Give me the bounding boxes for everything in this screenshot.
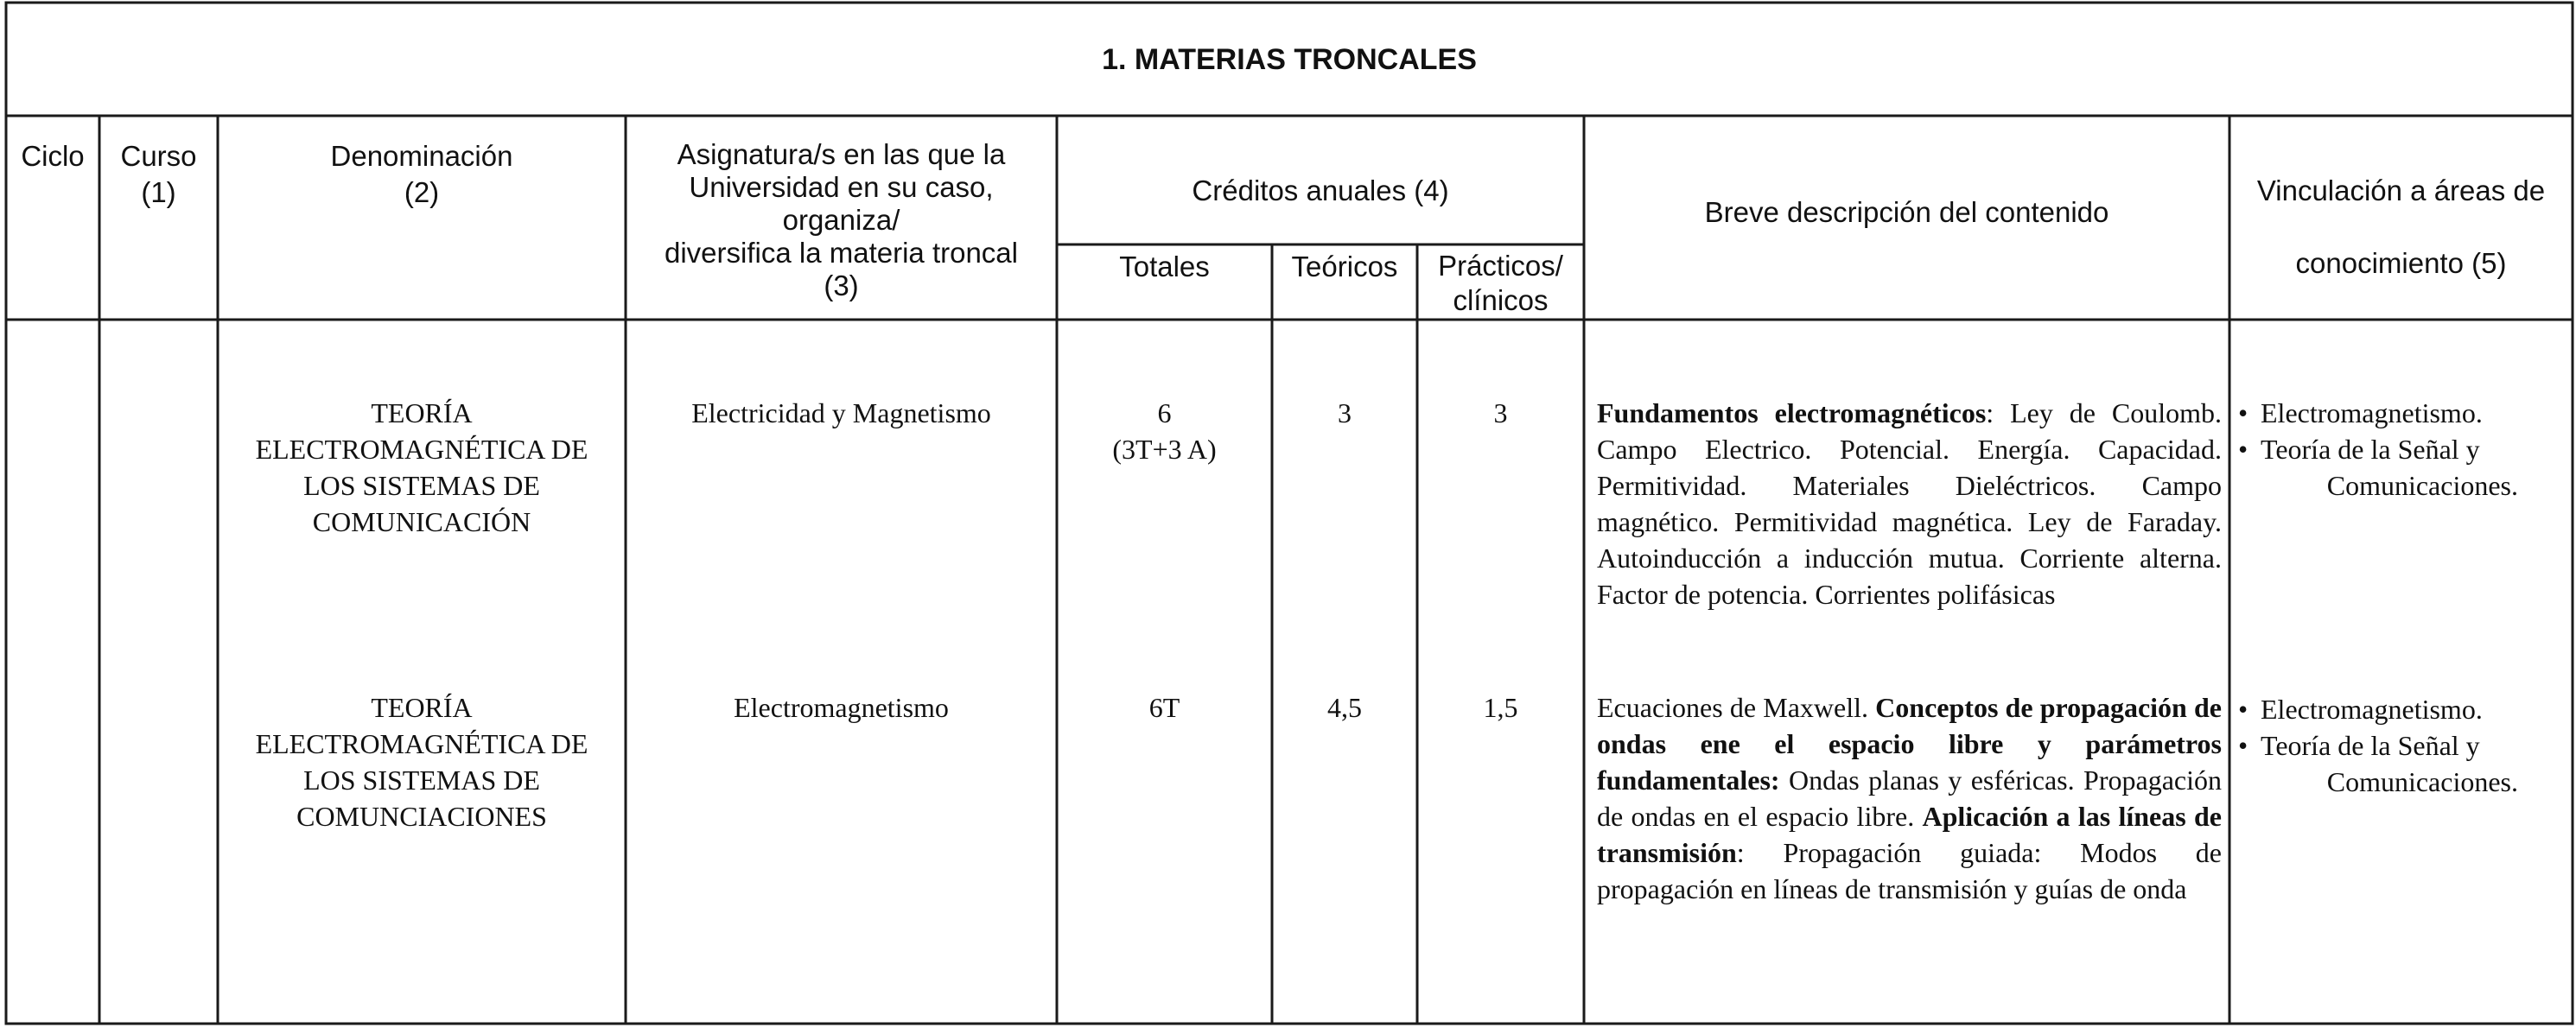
row-2-areas — [2236, 691, 2570, 800]
header-denominacion: Denominación (2) — [330, 140, 513, 208]
area-item: • Teoría de la Señal y Comunicaciones. — [2236, 727, 2570, 800]
row-2-descripcion: Ecuaciones de Maxwell. Conceptos de propagación de ondas ene el espacio libre y parámetros fundamentales: Ondas planas y esféricas. Propagación de ondas en el espacio libre. Aplicación a las líneas de transmisión: Propagación guiada: Modos de propagación en líneas de transmisión y guías de onda — [1597, 692, 2223, 904]
header-asignaturas: Asignatura/s en las que la Universidad en su caso, organiza/ diversifica la materia troncal (3) — [665, 138, 1018, 301]
row-2-teoricos: 4,5 — [1327, 692, 1362, 723]
table-title: 1. MATERIAS TRONCALES — [1102, 43, 1477, 76]
header-teoricos: Teóricos — [1291, 251, 1398, 282]
header-totales: Totales — [1119, 251, 1210, 282]
row-1-denominacion: TEORÍA ELECTROMAGNÉTICA DE LOS SISTEMAS DE COMUNICACIÓN — [255, 397, 588, 537]
row-2-practicos: 1,5 — [1483, 692, 1518, 723]
header-curso: Curso (1) — [120, 140, 197, 208]
row-1-totales: 6 (3T+3 A) — [1112, 397, 1217, 465]
row-1-practicos: 3 — [1493, 397, 1508, 428]
row-2-asignatura: Electromagnetismo — [734, 692, 949, 723]
area-item: • Electromagnetismo. — [2236, 691, 2570, 727]
row-2-denominacion: TEORÍA ELECTROMAGNÉTICA DE LOS SISTEMAS DE COMUNCIACIONES — [255, 692, 588, 832]
header-ciclo: Ciclo — [21, 140, 85, 172]
header-vinculacion: Vinculación a áreas de conocimiento (5) — [2256, 174, 2546, 279]
row-1-teoricos: 3 — [1338, 397, 1352, 428]
row-2-totales: 6T — [1148, 692, 1180, 723]
row-1-descripcion: Fundamentos electromagnéticos: Ley de Coulomb. Campo Electrico. Potencial. Energía. Capacidad. Permitividad. Materiales Dieléctricos. Campo magnético. Permitividad magnética. Ley de Faraday. Autoinducción a inducción mutua. Corriente alterna. Factor de potencia. Corrientes polifásicas — [1597, 397, 2222, 610]
row-1-asignatura: Electricidad y Magnetismo — [691, 397, 991, 428]
header-creditos: Créditos anuales (4) — [1192, 174, 1449, 206]
area-item: • Teoría de la Señal y Comunicaciones. — [2236, 431, 2570, 504]
header-descripcion: Breve descripción del contenido — [1704, 196, 2109, 228]
header-practicos: Prácticos/ clínicos — [1438, 250, 1563, 316]
area-item: • Electromagnetismo. — [2236, 395, 2570, 431]
row-1-areas — [2236, 395, 2570, 504]
